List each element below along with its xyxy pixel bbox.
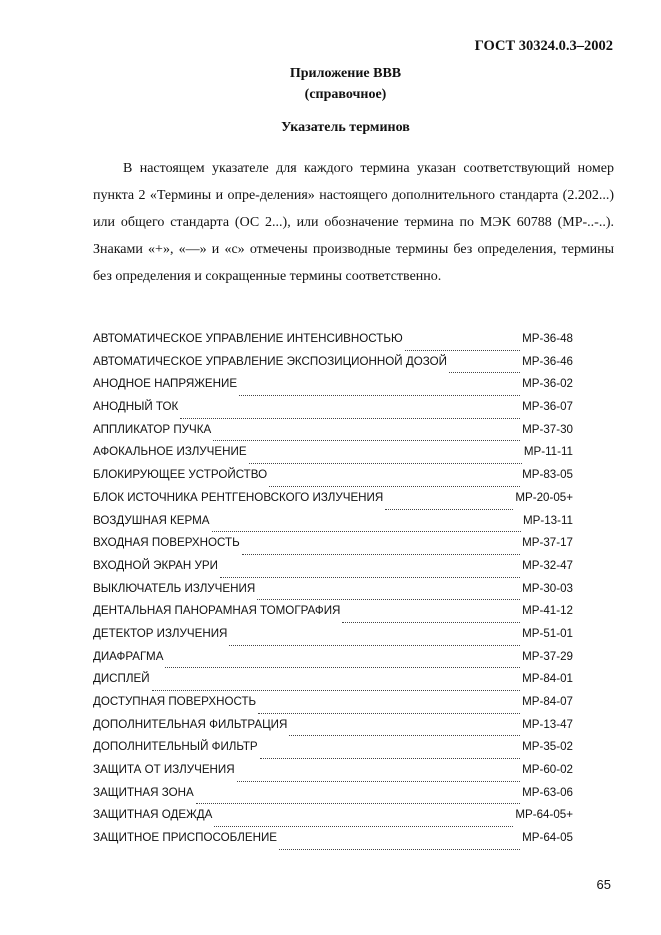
term-name: БЛОК ИСТОЧНИКА РЕНТГЕНОВСКОГО ИЗЛУЧЕНИЯ — [93, 490, 384, 504]
term-name: АФОКАЛЬНОЕ ИЗЛУЧЕНИЕ — [93, 445, 247, 459]
term-reference: МР-30-03 — [522, 581, 573, 595]
term-name: ДОПОЛНИТЕЛЬНАЯ ФИЛЬТРАЦИЯ — [93, 717, 288, 731]
term-name: ДИСПЛЕЙ — [93, 672, 150, 686]
leader-dots — [180, 418, 520, 419]
term-name: ВХОДНАЯ ПОВЕРХНОСТЬ — [93, 536, 240, 550]
term-row — [93, 808, 573, 831]
term-reference: МР-37-29 — [522, 649, 573, 663]
term-row — [93, 582, 573, 605]
page-number: 65 — [596, 877, 611, 892]
term-row — [93, 445, 573, 468]
standard-code: ГОСТ 30324.0.3–2002 — [474, 38, 613, 54]
term-reference: МР-51-01 — [522, 626, 573, 640]
leader-dots — [220, 577, 520, 578]
leader-dots — [269, 486, 520, 487]
term-name: ЗАЩИТА ОТ ИЗЛУЧЕНИЯ — [93, 763, 235, 777]
term-row — [93, 672, 573, 695]
leader-dots — [196, 803, 520, 804]
leader-dots — [152, 690, 521, 691]
term-name: АППЛИКАТОР ПУЧКА — [93, 422, 212, 436]
term-name: ДЕНТАЛЬНАЯ ПАНОРАМНАЯ ТОМОГРАФИЯ — [93, 604, 341, 618]
term-row — [93, 740, 573, 763]
term-name: БЛОКИРУЮЩЕЕ УСТРОЙСТВО — [93, 468, 268, 482]
leader-dots — [449, 372, 520, 373]
term-row — [93, 763, 573, 786]
term-reference: МР-83-05 — [522, 468, 573, 482]
term-reference: МР-36-48 — [522, 332, 573, 345]
term-row — [93, 831, 573, 854]
term-name: ЗАЩИТНАЯ ОДЕЖДА — [93, 808, 213, 822]
term-row — [93, 650, 573, 673]
leader-dots — [165, 667, 520, 668]
term-row — [93, 491, 573, 514]
leader-dots — [385, 509, 513, 510]
term-reference: МР-64-05+ — [515, 808, 573, 822]
term-reference: МР-36-02 — [522, 377, 573, 391]
term-row — [93, 355, 573, 378]
leader-dots — [258, 713, 520, 714]
term-name: ДОПОЛНИТЕЛЬНЫЙ ФИЛЬТР — [93, 740, 258, 754]
appendix-title: Приложение ВВВ — [289, 66, 402, 81]
leader-dots — [242, 554, 520, 555]
term-row — [93, 332, 573, 355]
leader-dots — [279, 849, 520, 850]
term-name: ДИАФРАГМА — [93, 649, 164, 663]
leader-dots — [214, 826, 513, 827]
intro-paragraph: В настоящем указателе для каждого термина указан соответствующий номер пункта 2 «Термины и опре-деления» настоящего дополнительного стандарта (2.202...) или общего стандарта (ОС 2...), или обозначение термина по МЭК 60788 (МР-..-..). Знаками «+», «—» и «с» отмечены производные термины без определения, термины без определения и сокращенные термины соответственно. — [93, 161, 614, 284]
term-reference: МР-37-30 — [522, 422, 573, 436]
term-row — [93, 627, 573, 650]
term-row — [93, 718, 573, 741]
term-reference: МР-13-47 — [522, 717, 573, 731]
appendix-subtitle: (справочное) — [304, 87, 387, 102]
leader-dots — [212, 531, 521, 532]
term-reference: МР-20-05+ — [515, 490, 573, 504]
term-reference: МР-64-05 — [522, 831, 573, 845]
leader-dots — [229, 645, 520, 646]
term-row — [93, 423, 573, 446]
leader-dots — [257, 599, 520, 600]
term-name: ДОСТУПНАЯ ПОВЕРХНОСТЬ — [93, 695, 257, 708]
term-row — [93, 786, 573, 809]
leader-dots — [239, 395, 520, 396]
term-row — [93, 536, 573, 559]
term-row — [93, 514, 573, 537]
term-name: ВОЗДУШНАЯ КЕРМА — [93, 513, 210, 527]
terms-list — [93, 332, 573, 854]
leader-dots — [213, 440, 520, 441]
term-reference: МР-60-02 — [522, 763, 573, 777]
term-row — [93, 468, 573, 491]
term-reference: МР-13-11 — [522, 513, 573, 527]
term-name: АНОДНЫЙ ТОК — [93, 400, 179, 414]
term-name: АВТОМАТИЧЕСКОЕ УПРАВЛЕНИЕ ИНТЕНСИВНОСТЬЮ — [93, 332, 403, 345]
term-name: АВТОМАТИЧЕСКОЕ УПРАВЛЕНИЕ ЭКСПОЗИЦИОННОЙ ДОЗОЙ — [93, 354, 447, 368]
term-row — [93, 695, 573, 718]
term-name: ВХОДНОЙ ЭКРАН УРИ — [93, 558, 218, 572]
leader-dots — [405, 350, 520, 351]
leader-dots — [289, 735, 520, 736]
term-reference: МР-36-07 — [522, 400, 573, 414]
leader-dots — [249, 463, 522, 464]
term-row — [93, 400, 573, 423]
term-name: ЗАЩИТНОЕ ПРИСПОСОБЛЕНИЕ — [93, 831, 278, 845]
term-row — [93, 559, 573, 582]
term-name: АНОДНОЕ НАПРЯЖЕНИЕ — [93, 377, 238, 391]
term-reference: МР-32-47 — [522, 558, 573, 572]
term-reference: МР-35-02 — [522, 740, 573, 754]
term-reference: МР-41-12 — [522, 604, 573, 618]
term-name: ЗАЩИТНАЯ ЗОНА — [93, 785, 194, 799]
term-reference: МР-11-11 — [523, 445, 573, 459]
term-reference: МР-37-17 — [522, 536, 573, 550]
term-name: ДЕТЕКТОР ИЗЛУЧЕНИЯ — [93, 626, 228, 640]
leader-dots — [260, 758, 520, 759]
term-row — [93, 377, 573, 400]
term-reference: МР-63-06 — [522, 785, 573, 799]
term-name: ВЫКЛЮЧАТЕЛЬ ИЗЛУЧЕНИЯ — [93, 581, 256, 595]
term-row — [93, 604, 573, 627]
term-reference: МР-36-46 — [522, 354, 573, 368]
term-reference: МР-84-07 — [522, 695, 573, 708]
leader-dots — [342, 622, 520, 623]
term-reference: МР-84-01 — [522, 672, 573, 686]
leader-dots — [237, 781, 520, 782]
index-title: Указатель терминов — [281, 120, 410, 135]
